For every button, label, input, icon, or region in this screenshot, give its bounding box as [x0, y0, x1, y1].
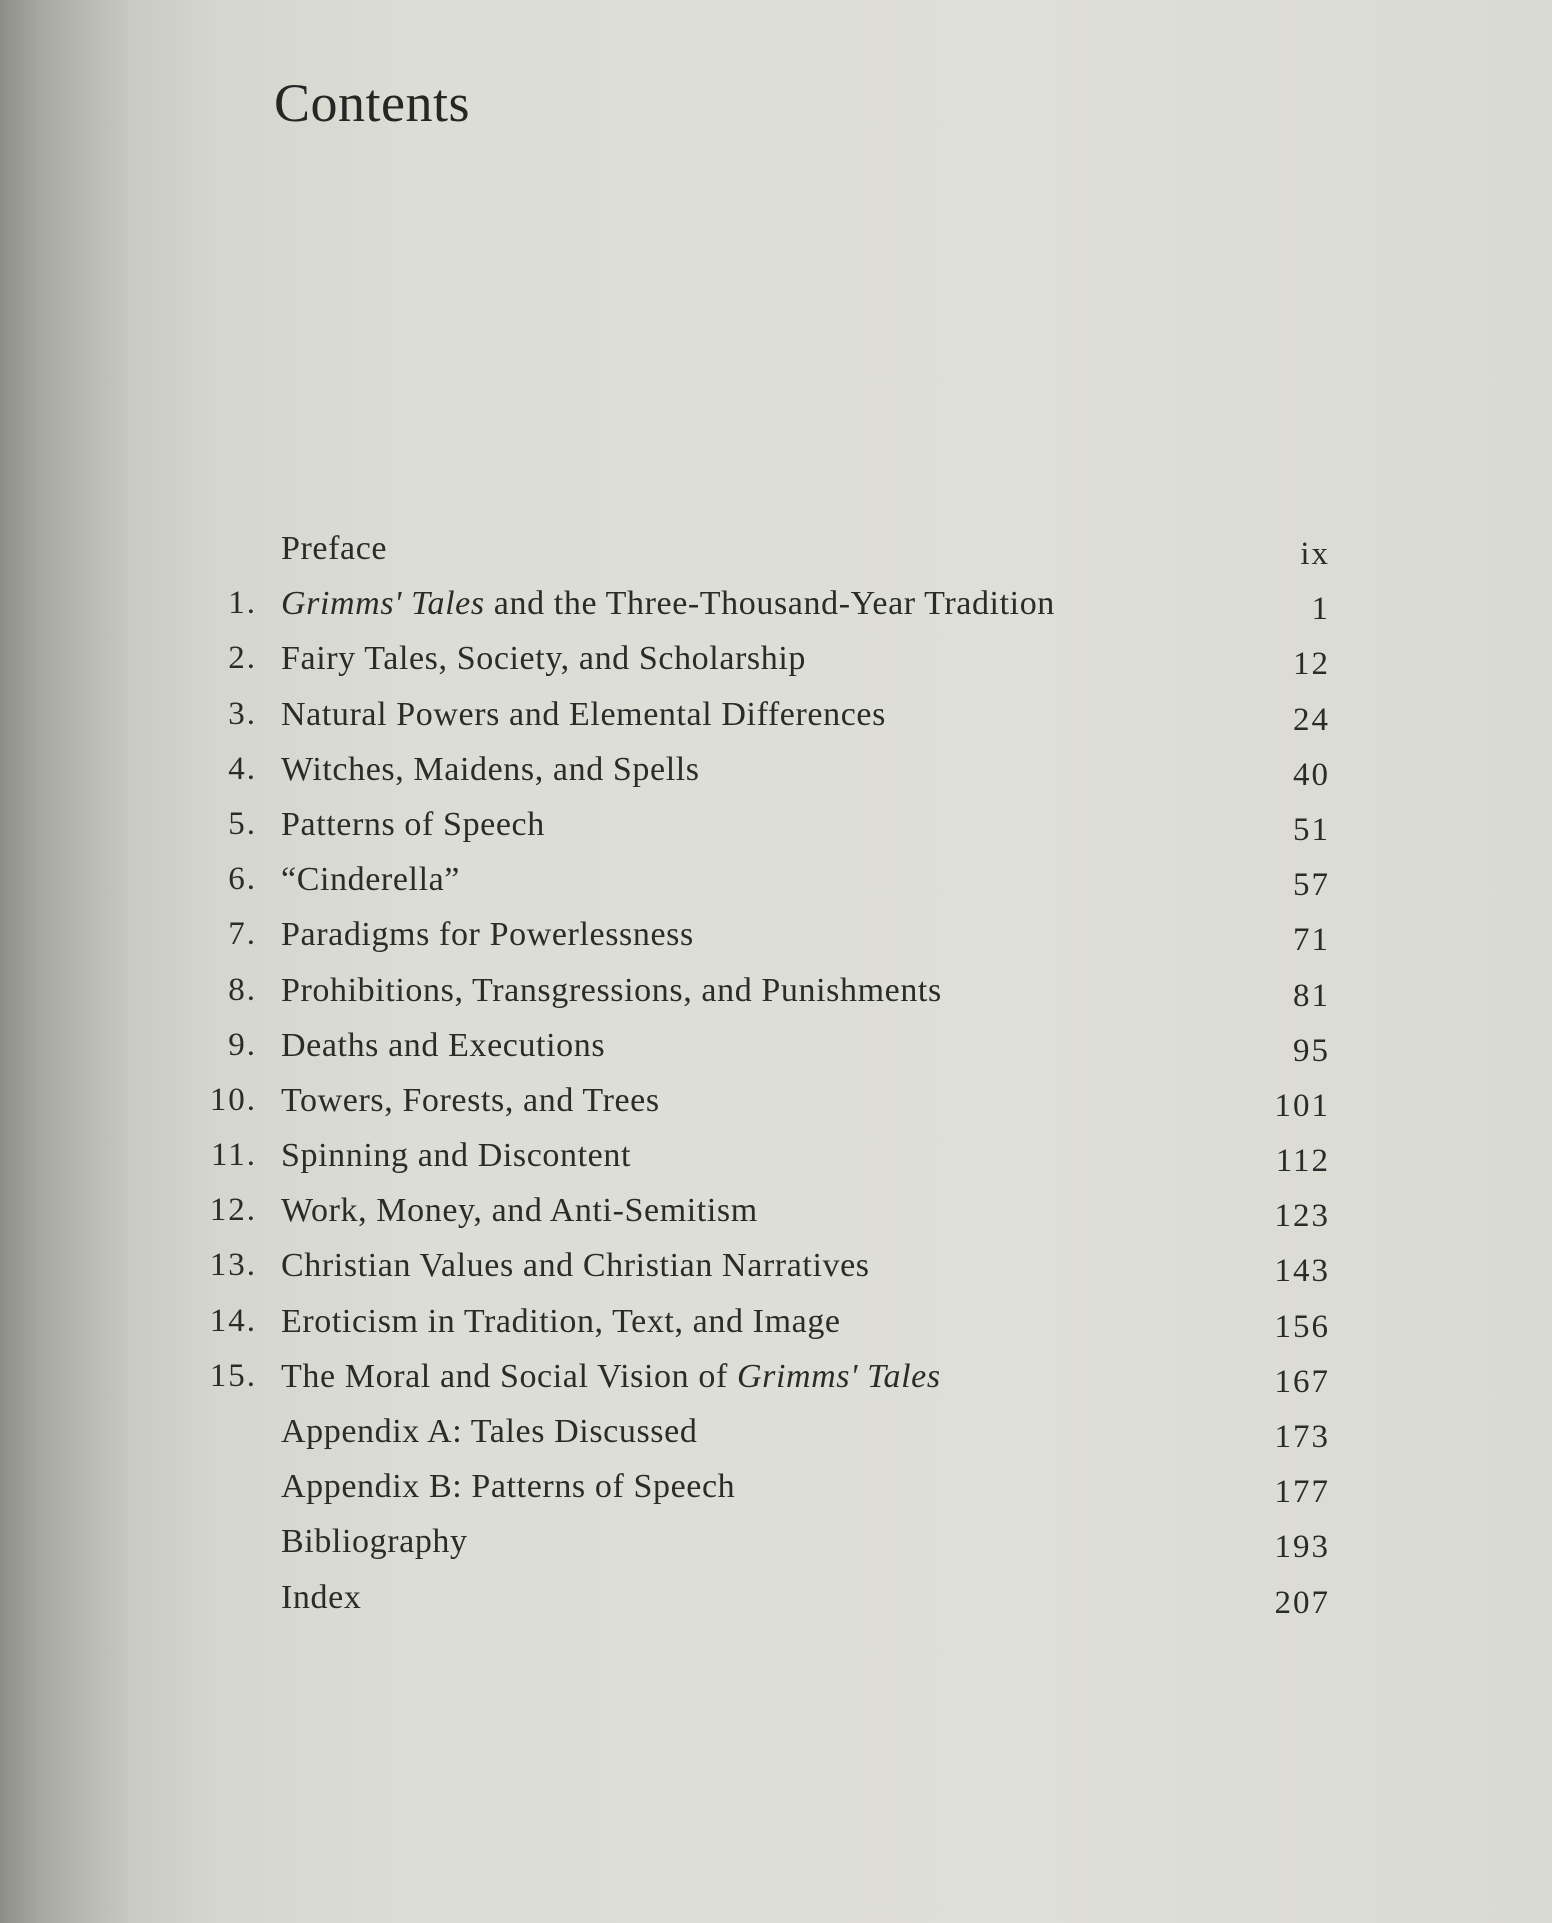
page-number: 71 — [1293, 922, 1330, 959]
toc-entry — [0, 916, 1552, 971]
page-number: 57 — [1293, 867, 1330, 904]
toc-entry — [0, 1247, 1552, 1302]
chapter-title: Towers, Forests, and Trees — [281, 1081, 660, 1119]
page-number: 193 — [1274, 1529, 1330, 1566]
toc-entry — [0, 1523, 1552, 1578]
toc-entry — [0, 1192, 1552, 1247]
chapter-title: Natural Powers and Elemental Differences — [281, 695, 886, 733]
chapter-title: Fairy Tales, Society, and Scholarship — [281, 640, 807, 678]
chapter-number: 12. — [209, 1192, 257, 1229]
page-number: 156 — [1274, 1308, 1330, 1345]
chapter-number: 10. — [209, 1081, 257, 1118]
toc-entry — [0, 1027, 1552, 1082]
page-number: 173 — [1274, 1419, 1330, 1455]
chapter-title: Spinning and Discontent — [281, 1137, 631, 1175]
chapter-title: Bibliography — [281, 1523, 468, 1561]
toc-entry — [0, 1137, 1552, 1192]
chapter-title: Paradigms for Powerlessness — [281, 916, 694, 954]
page-number: 12 — [1293, 646, 1330, 683]
table-of-contents — [0, 530, 1552, 1634]
chapter-title: Patterns of Speech — [281, 805, 545, 843]
chapter-number: 7. — [228, 916, 257, 953]
page-number: 40 — [1293, 756, 1330, 793]
toc-entry — [0, 530, 1552, 585]
page-number: 177 — [1274, 1474, 1330, 1511]
page-number: 81 — [1293, 977, 1330, 1014]
toc-entry — [0, 1303, 1552, 1358]
page-title: Contents — [274, 73, 471, 133]
page-number: 207 — [1274, 1584, 1330, 1621]
chapter-title: Preface — [281, 530, 388, 567]
chapter-number: 11. — [210, 1137, 257, 1174]
page-number: 167 — [1274, 1363, 1330, 1400]
page-number: 112 — [1275, 1143, 1330, 1180]
chapter-number: 1. — [228, 585, 257, 622]
toc-entry — [0, 806, 1552, 861]
page-number: 123 — [1274, 1198, 1330, 1235]
chapter-number: 4. — [228, 750, 257, 787]
page-number: 101 — [1274, 1087, 1330, 1124]
toc-entry — [0, 585, 1552, 640]
page-number: 143 — [1274, 1253, 1330, 1290]
page-number: 51 — [1293, 811, 1330, 848]
chapter-title: The Moral and Social Vision of Grimms' Tales — [281, 1357, 941, 1395]
chapter-title: Appendix A: Tales Discussed — [281, 1413, 698, 1450]
toc-entry — [0, 1468, 1552, 1523]
toc-entry — [0, 972, 1552, 1027]
chapter-title: Eroticism in Tradition, Text, and Image — [281, 1302, 841, 1340]
chapter-number: 6. — [228, 861, 257, 898]
chapter-title: Work, Money, and Anti-Semitism — [281, 1192, 758, 1230]
chapter-number: 2. — [228, 640, 257, 677]
chapter-number: 14. — [209, 1302, 257, 1339]
chapter-number: 5. — [228, 805, 257, 842]
chapter-title: “Cinderella” — [281, 861, 460, 899]
chapter-number: 15. — [209, 1357, 257, 1394]
page-number: 95 — [1293, 1032, 1330, 1069]
chapter-number: 3. — [228, 695, 257, 732]
toc-entry — [0, 640, 1552, 695]
toc-entry — [0, 751, 1552, 806]
chapter-number: 13. — [209, 1247, 257, 1284]
page-number: 24 — [1293, 701, 1330, 738]
page-number: ix — [1300, 536, 1330, 572]
chapter-number: 9. — [228, 1026, 257, 1063]
chapter-title: Deaths and Executions — [281, 1026, 606, 1064]
chapter-number: 8. — [228, 971, 257, 1008]
chapter-title: Witches, Maidens, and Spells — [281, 750, 700, 788]
chapter-title: Prohibitions, Transgressions, and Punishments — [281, 971, 942, 1009]
chapter-title: Appendix B: Patterns of Speech — [281, 1468, 736, 1506]
toc-entry — [0, 1082, 1552, 1137]
toc-entry — [0, 696, 1552, 751]
toc-entry — [0, 1358, 1552, 1413]
page-number: 1 — [1311, 591, 1330, 628]
toc-entry — [0, 1413, 1552, 1468]
chapter-title: Index — [281, 1578, 362, 1616]
toc-entry — [0, 1579, 1552, 1634]
chapter-title: Grimms' Tales and the Three-Thousand-Year Tradition — [281, 585, 1055, 623]
chapter-title: Christian Values and Christian Narratives — [281, 1247, 870, 1285]
toc-entry — [0, 861, 1552, 916]
